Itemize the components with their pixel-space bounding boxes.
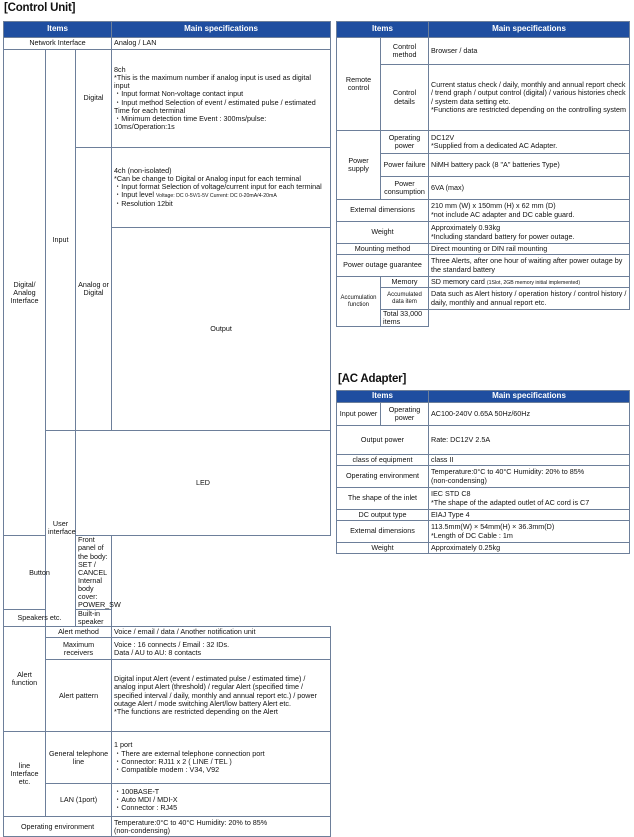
output-power-label: Output power (337, 426, 429, 455)
ac-weight-label: Weight (337, 543, 429, 554)
control-unit-table-right (336, 21, 630, 327)
items-header-right: Items (337, 22, 429, 38)
operating-power-specs: DC12V *Supplied from a dedicated AC Adapter. (429, 131, 630, 154)
power-outage-specs: Three Alerts, after one hour of waiting after power outage by the standard battery (429, 255, 630, 277)
operating-power-label: Operating power (381, 131, 429, 154)
control-unit-title: [Control Unit] (4, 2, 76, 14)
class-label: class of equipment (337, 455, 429, 466)
user-interface-label: User interface (46, 430, 76, 627)
control-unit-table (3, 21, 331, 837)
mounting-value: Direct mounting or DIN rail mounting (429, 244, 630, 255)
power-consumption-value: 6VA (max) (429, 177, 630, 200)
mounting-label: Mounting method (337, 244, 429, 255)
ac-operating-env-specs: Temperature:0°C to 40°C Humidity: 20% to 85% (non-condensing) (429, 466, 630, 488)
speakers-value: Built-in speaker (76, 609, 112, 626)
alert-pattern-specs: Digital input Alert (event / estimated pulse / estimated time) / analog input Alert (threshold) / regular Alert (specified time / specified interval / daily, monthly and annual report etc.) / power outage Alert / mode switching Alert/low battery Alert etc. *The functions are restricted depending on the Alert (112, 660, 331, 732)
ac-operating-power-value: AC100-240V 0.65A 50Hz/60Hz (429, 403, 630, 426)
power-failure-label: Power failure (381, 154, 429, 177)
operating-env-specs: Temperature:0°C to 40°C Humidity: 20% to 85% (non-condensing) (112, 817, 331, 837)
input-digital-specs: 8ch *This is the maximum number if analog input is used as digital input ・Input format Non-voltage contact input ・Input method Selection of event / estimated pulse / estimated Time for each terminal ・Minimum detection time Event : 300ms/pulse: 10ms/Operation:1s (112, 50, 331, 148)
accumulated-label: Accumulated data item (381, 288, 429, 310)
input-label: Input (46, 50, 76, 431)
output-power-value: Rate: DC12V 2.5A (429, 426, 630, 455)
ac-specs-header: Main specifications (429, 391, 630, 403)
accumulated-specs: Data such as Alert history / operation history / control history / daily, monthly and annual report etc. (429, 288, 630, 310)
total-items: Total 33,000 items (381, 310, 429, 327)
lan-label: LAN (1port) (46, 784, 112, 817)
weight-specs: Approximately 0.93kg *Including standard battery for power outage. (429, 222, 630, 244)
weight-label: Weight (337, 222, 429, 244)
lan-specs: ・100BASE-T ・Auto MDI / MDI-X ・Connector : RJ45 (112, 784, 331, 817)
general-line-label: General telephone line (46, 732, 112, 784)
ac-external-dimensions-specs: 113.5mm(W) × 54mm(H) × 36.3mm(D) *Length of DC Cable : 1m (429, 521, 630, 543)
input-power-label: Input power (337, 403, 381, 426)
button-label: Button (4, 536, 76, 610)
speakers-label: Speakers etc. (4, 609, 76, 626)
general-line-specs: 1 port ・There are external telephone connection port ・Connector: RJ11 x 2 ( LINE / TEL ) ・Compatible modem : V34, V92 (112, 732, 331, 784)
memory-value: SD memory card (1Slot, 2GB memory initial implemented) (429, 277, 630, 288)
external-dimensions-label: External dimensions (337, 200, 429, 222)
alert-method-label: Alert method (46, 627, 112, 638)
alert-pattern-label: Alert pattern (46, 660, 112, 732)
digital-analog-interface-label: Digital/ Analog Interface (4, 50, 46, 536)
inlet-label: The shape of the inlet (337, 488, 429, 510)
specs-header-right: Main specifications (429, 22, 630, 38)
control-details-label: Control details (381, 65, 429, 131)
button-specs: Front panel of the body: SET / CANCEL Internal body cover: POWER_SW (76, 536, 112, 610)
ac-adapter-table (336, 390, 630, 554)
max-receivers-label: Maximum receivers (46, 638, 112, 660)
ac-items-header: Items (337, 391, 429, 403)
control-method-label: Control method (381, 38, 429, 65)
led-label: LED (76, 430, 331, 536)
network-interface-value: Analog / LAN (112, 38, 331, 50)
dc-output-value: EIAJ Type 4 (429, 510, 630, 521)
class-value: class II (429, 455, 630, 466)
max-receivers-specs: Voice : 16 connects / Email : 32 IDs. Data / AU to AU: 8 contacts (112, 638, 331, 660)
inlet-specs: IEC STD C8 *The shape of the adapted outlet of AC cord is C7 (429, 488, 630, 510)
power-outage-label: Power outage guarantee (337, 255, 429, 277)
input-analog-label: Analog or Digital (76, 148, 112, 431)
specs-header: Main specifications (112, 22, 331, 38)
ac-external-dimensions-label: External dimensions (337, 521, 429, 543)
alert-method-value: Voice / email / data / Another notification unit (112, 627, 331, 638)
operating-env-label: Operating environment (4, 817, 112, 837)
ac-operating-power-label: Operating power (381, 403, 429, 426)
accumulation-label: Accumulation function (337, 277, 381, 327)
items-header: Items (4, 22, 112, 38)
power-supply-label: Power supply (337, 131, 381, 200)
line-interface-label: line Interface etc. (4, 732, 46, 817)
memory-label: Memory (381, 277, 429, 288)
external-dimensions-specs: 210 mm (W) x 150mm (H) x 62 mm (D) *not include AC adapter and DC cable guard. (429, 200, 630, 222)
input-analog-specs: 4ch (non-isolated) *Can be change to Digital or Analog input for each terminal ・Input format Selection of voltage/current input for each terminal ・Input level Voltage: DC 0-5V/1-5V Current: DC 0-20mA/4-20mA ・Resolution 12bit (112, 148, 331, 228)
remote-control-label: Remote control (337, 38, 381, 131)
power-failure-value: NiMH battery pack (8 "A" batteries Type) (429, 154, 630, 177)
power-consumption-label: Power consumption (381, 177, 429, 200)
ac-adapter-title: [AC Adapter] (338, 373, 407, 385)
input-digital-label: Digital (76, 50, 112, 148)
control-details-specs: Current status check / daily, monthly and annual report check / trend graph / output control (digital) / various histories check / system data setting etc. *Functions are restricted depending on the controlling system (429, 65, 630, 131)
control-method-value: Browser / data (429, 38, 630, 65)
ac-weight-value: Approximately 0.25kg (429, 543, 630, 554)
alert-function-label: Alert function (4, 627, 46, 732)
network-interface-label: Network Interface (4, 38, 112, 50)
dc-output-label: DC output type (337, 510, 429, 521)
output-label: Output (112, 228, 331, 431)
ac-operating-env-label: Operating environment (337, 466, 429, 488)
